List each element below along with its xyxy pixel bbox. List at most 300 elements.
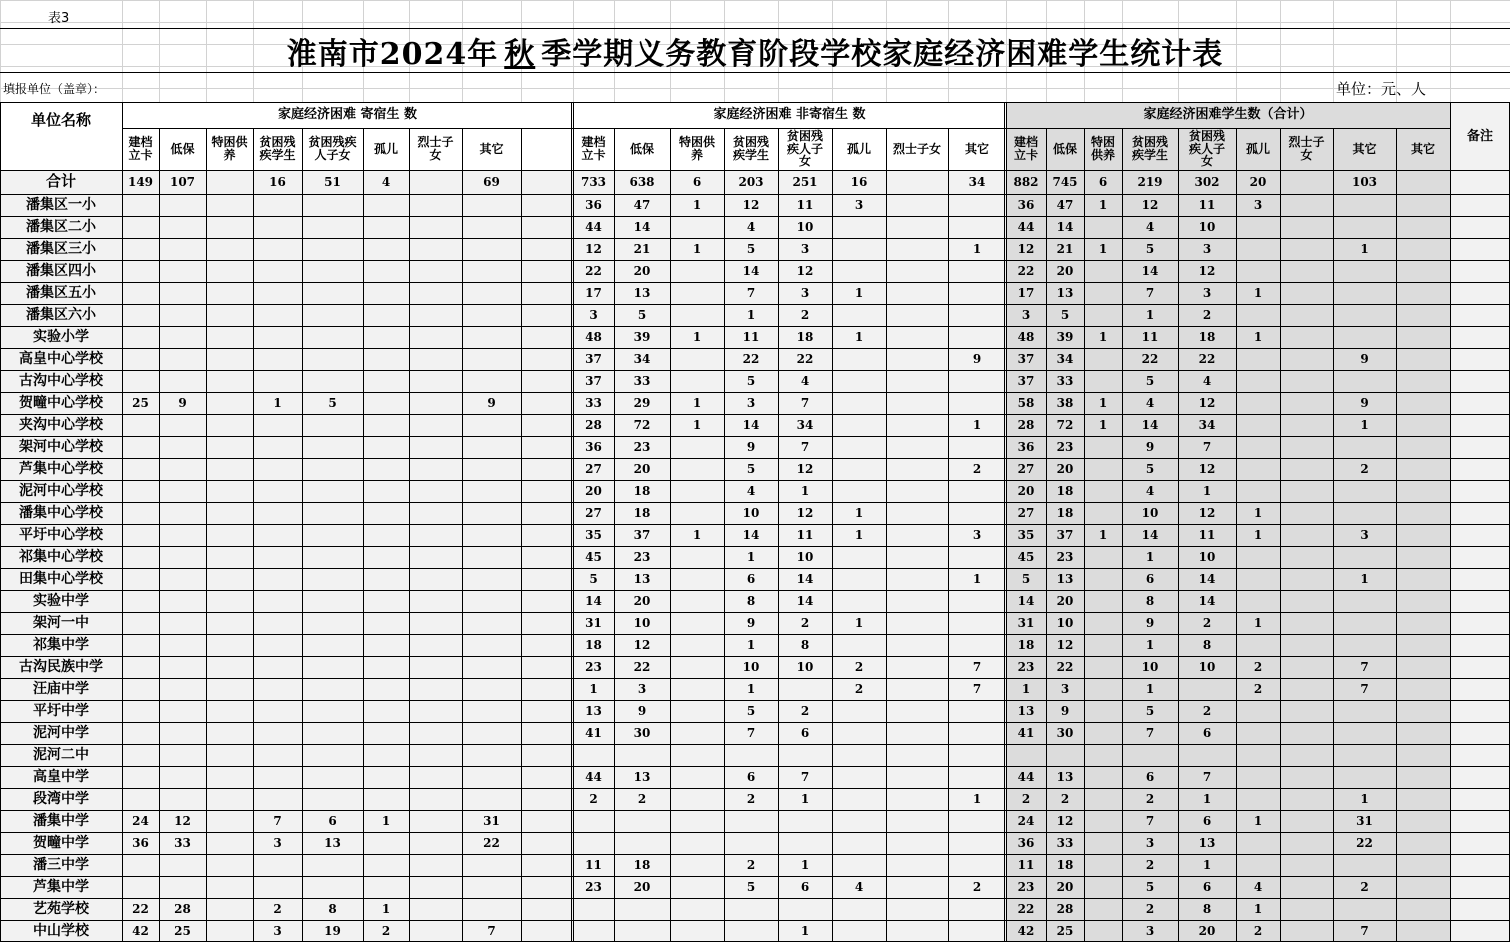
data-cell bbox=[302, 854, 363, 876]
unit-name-cell: 平圩中心学校 bbox=[19, 526, 103, 543]
column-header: 孤儿 bbox=[846, 141, 871, 156]
data-cell bbox=[302, 370, 363, 392]
data-cell: 18 bbox=[633, 483, 651, 498]
data-cell bbox=[1280, 170, 1333, 194]
data-cell bbox=[302, 656, 363, 678]
data-cell: 1 bbox=[1253, 329, 1263, 344]
data-cell bbox=[302, 348, 363, 370]
data-cell bbox=[206, 480, 253, 502]
data-cell: 1 bbox=[972, 417, 982, 432]
data-cell bbox=[1084, 304, 1122, 326]
data-cell bbox=[159, 656, 206, 678]
data-cell bbox=[1006, 744, 1046, 766]
data-cell bbox=[122, 480, 159, 502]
data-cell bbox=[1084, 656, 1122, 678]
data-cell bbox=[302, 744, 363, 766]
data-cell: 20 bbox=[1249, 174, 1267, 189]
data-cell bbox=[122, 744, 159, 766]
data-cell: 34 bbox=[1056, 351, 1074, 366]
data-cell: 44 bbox=[1017, 219, 1035, 234]
data-cell: 18 bbox=[633, 505, 651, 520]
data-cell: 41 bbox=[585, 725, 602, 740]
data-cell bbox=[1280, 458, 1333, 480]
data-cell: 7 bbox=[1145, 813, 1155, 828]
data-cell bbox=[302, 216, 363, 238]
data-cell: 25 bbox=[132, 395, 149, 410]
data-cell bbox=[886, 436, 948, 458]
data-cell: 4 bbox=[1145, 219, 1155, 234]
data-cell: 27 bbox=[1017, 505, 1035, 520]
data-cell: 302 bbox=[1194, 174, 1220, 189]
data-cell bbox=[462, 854, 521, 876]
data-cell bbox=[1280, 810, 1333, 832]
title-season: 秋 bbox=[504, 37, 536, 72]
data-cell bbox=[302, 282, 363, 304]
data-cell bbox=[832, 722, 886, 744]
data-cell bbox=[614, 832, 670, 854]
data-cell bbox=[886, 810, 948, 832]
column-header: 其它 bbox=[1352, 141, 1377, 156]
data-cell bbox=[363, 678, 409, 700]
data-cell bbox=[670, 216, 724, 238]
data-cell bbox=[409, 700, 462, 722]
data-cell: 22 bbox=[1356, 835, 1373, 850]
data-cell bbox=[253, 216, 302, 238]
data-cell bbox=[886, 876, 948, 898]
title-prefix: 淮南市2024年 bbox=[286, 37, 499, 72]
data-cell: 1 bbox=[1253, 813, 1263, 828]
data-cell bbox=[363, 722, 409, 744]
data-cell bbox=[832, 854, 886, 876]
data-cell bbox=[1280, 920, 1333, 942]
data-cell bbox=[409, 392, 462, 414]
data-cell bbox=[302, 612, 363, 634]
data-cell bbox=[159, 480, 206, 502]
data-cell bbox=[1333, 194, 1396, 216]
data-cell bbox=[1236, 348, 1280, 370]
gridline-h bbox=[0, 88, 1510, 89]
data-cell: 1 bbox=[1098, 329, 1108, 344]
data-cell bbox=[1280, 634, 1333, 656]
data-cell: 8 bbox=[1202, 637, 1212, 652]
data-cell bbox=[409, 656, 462, 678]
data-cell bbox=[1280, 524, 1333, 546]
data-cell bbox=[409, 480, 462, 502]
data-cell bbox=[302, 436, 363, 458]
data-cell bbox=[1280, 854, 1333, 876]
data-cell bbox=[159, 370, 206, 392]
data-cell bbox=[886, 568, 948, 590]
data-cell: 20 bbox=[1017, 483, 1035, 498]
data-cell bbox=[886, 766, 948, 788]
data-cell bbox=[363, 392, 409, 414]
data-cell bbox=[363, 436, 409, 458]
data-cell: 21 bbox=[1056, 241, 1074, 256]
data-cell bbox=[1280, 700, 1333, 722]
data-cell bbox=[1084, 722, 1122, 744]
data-cell bbox=[409, 304, 462, 326]
data-cell bbox=[1333, 370, 1396, 392]
data-cell bbox=[948, 370, 1006, 392]
column-header: 烈士子女 bbox=[892, 141, 941, 156]
data-cell bbox=[1236, 546, 1280, 568]
data-cell bbox=[206, 392, 253, 414]
data-cell bbox=[886, 458, 948, 480]
data-cell bbox=[253, 502, 302, 524]
data-cell bbox=[409, 546, 462, 568]
data-cell bbox=[1084, 260, 1122, 282]
data-cell: 22 bbox=[1056, 659, 1074, 674]
data-cell: 5 bbox=[1145, 703, 1155, 718]
data-cell bbox=[462, 656, 521, 678]
data-cell bbox=[409, 876, 462, 898]
data-cell bbox=[363, 634, 409, 656]
data-cell: 5 bbox=[1145, 879, 1155, 894]
data-cell: 36 bbox=[132, 835, 149, 850]
data-cell bbox=[363, 700, 409, 722]
data-cell: 1 bbox=[692, 417, 702, 432]
data-cell bbox=[614, 898, 670, 920]
data-cell: 9 bbox=[1060, 703, 1070, 718]
data-cell: 1 bbox=[589, 681, 598, 696]
unit-label: 单位：元、人 bbox=[1336, 80, 1427, 98]
data-cell bbox=[886, 348, 948, 370]
data-cell: 36 bbox=[1017, 835, 1035, 850]
data-cell bbox=[122, 634, 159, 656]
data-cell: 1 bbox=[854, 285, 864, 300]
data-cell: 25 bbox=[174, 923, 191, 938]
data-cell: 14 bbox=[1198, 571, 1216, 586]
data-cell bbox=[670, 348, 724, 370]
data-cell: 18 bbox=[796, 329, 814, 344]
data-cell: 13 bbox=[1198, 835, 1216, 850]
data-cell bbox=[724, 832, 778, 854]
data-cell bbox=[1280, 612, 1333, 634]
unit-name-cell: 潘集区六小 bbox=[26, 306, 96, 323]
data-cell: 11 bbox=[1198, 197, 1216, 212]
data-cell: 1 bbox=[692, 329, 702, 344]
data-cell bbox=[363, 458, 409, 480]
data-cell bbox=[122, 282, 159, 304]
nonboarding-group-header: 家庭经济困难 非寄宿生 数 bbox=[713, 107, 866, 123]
data-cell bbox=[948, 634, 1006, 656]
data-cell bbox=[206, 810, 253, 832]
data-cell bbox=[670, 568, 724, 590]
data-cell: 10 bbox=[633, 615, 651, 630]
data-cell bbox=[1333, 546, 1396, 568]
data-cell bbox=[206, 194, 253, 216]
data-cell bbox=[159, 766, 206, 788]
data-cell: 12 bbox=[174, 813, 191, 828]
data-cell: 1 bbox=[972, 241, 982, 256]
data-cell bbox=[886, 260, 948, 282]
data-cell bbox=[253, 568, 302, 590]
data-cell bbox=[206, 722, 253, 744]
unit-name-cell: 夹沟中心学校 bbox=[19, 416, 103, 433]
data-cell bbox=[363, 524, 409, 546]
data-cell bbox=[363, 414, 409, 436]
data-cell: 13 bbox=[324, 835, 341, 850]
data-cell bbox=[159, 788, 206, 810]
data-cell bbox=[778, 678, 832, 700]
data-cell bbox=[670, 788, 724, 810]
boarding-group-header: 家庭经济困难 寄宿生 数 bbox=[277, 107, 418, 123]
data-cell bbox=[1084, 348, 1122, 370]
data-cell bbox=[670, 370, 724, 392]
data-cell: 5 bbox=[1145, 241, 1155, 256]
data-cell: 6 bbox=[328, 813, 337, 828]
data-cell bbox=[1280, 678, 1333, 700]
data-cell bbox=[253, 480, 302, 502]
data-cell bbox=[302, 260, 363, 282]
data-cell bbox=[948, 326, 1006, 348]
data-cell: 1 bbox=[1360, 571, 1369, 586]
data-cell bbox=[122, 766, 159, 788]
data-cell bbox=[1280, 238, 1333, 260]
data-cell: 9 bbox=[1145, 615, 1155, 630]
data-cell bbox=[302, 458, 363, 480]
data-cell: 103 bbox=[1351, 174, 1378, 189]
data-cell: 2 bbox=[1202, 307, 1212, 322]
data-cell: 8 bbox=[328, 901, 337, 916]
data-cell bbox=[886, 678, 948, 700]
data-cell: 1 bbox=[854, 527, 864, 542]
data-cell bbox=[159, 502, 206, 524]
data-cell: 2 bbox=[800, 703, 810, 718]
data-cell bbox=[886, 524, 948, 546]
data-cell bbox=[253, 238, 302, 260]
data-cell bbox=[363, 788, 409, 810]
data-cell: 45 bbox=[585, 549, 602, 564]
column-header: 烈士子 女 bbox=[1288, 135, 1325, 162]
data-cell: 745 bbox=[1052, 174, 1078, 189]
remarks-header: 备注 bbox=[1466, 129, 1493, 145]
data-cell bbox=[948, 612, 1006, 634]
data-cell bbox=[363, 854, 409, 876]
data-cell bbox=[206, 216, 253, 238]
data-cell: 12 bbox=[1198, 505, 1216, 520]
data-cell: 44 bbox=[585, 219, 602, 234]
data-cell: 12 bbox=[1056, 637, 1074, 652]
data-cell bbox=[1236, 700, 1280, 722]
data-cell bbox=[886, 414, 948, 436]
data-cell: 3 bbox=[1060, 681, 1070, 696]
data-cell bbox=[409, 810, 462, 832]
data-cell bbox=[1280, 744, 1333, 766]
data-cell bbox=[253, 854, 302, 876]
data-cell: 27 bbox=[585, 461, 602, 476]
data-cell: 6 bbox=[1098, 174, 1108, 189]
data-cell: 11 bbox=[742, 329, 760, 344]
data-cell bbox=[886, 304, 948, 326]
data-cell bbox=[122, 678, 159, 700]
data-cell: 8 bbox=[800, 637, 810, 652]
data-cell: 2 bbox=[589, 791, 598, 806]
data-cell: 42 bbox=[1017, 923, 1035, 938]
data-cell bbox=[159, 304, 206, 326]
data-cell: 14 bbox=[1198, 593, 1216, 608]
data-cell: 31 bbox=[1356, 813, 1373, 828]
data-cell: 22 bbox=[1017, 901, 1035, 916]
data-cell bbox=[253, 744, 302, 766]
data-cell: 5 bbox=[746, 879, 756, 894]
data-cell: 14 bbox=[742, 527, 760, 542]
data-cell: 7 bbox=[746, 285, 756, 300]
unit-name-cell: 芦集中心学校 bbox=[19, 460, 103, 477]
data-cell: 7 bbox=[1360, 681, 1369, 696]
data-cell: 31 bbox=[1017, 615, 1035, 630]
data-cell bbox=[206, 612, 253, 634]
data-cell bbox=[1236, 722, 1280, 744]
unit-name-cell: 古沟民族中学 bbox=[19, 658, 103, 675]
data-cell bbox=[206, 326, 253, 348]
data-cell: 20 bbox=[1056, 879, 1074, 894]
data-cell bbox=[206, 678, 253, 700]
data-cell bbox=[1280, 216, 1333, 238]
data-cell: 37 bbox=[1017, 373, 1035, 388]
unit-name-cell: 泥河中学 bbox=[33, 724, 89, 741]
data-cell: 1 bbox=[1253, 615, 1263, 630]
data-cell bbox=[206, 458, 253, 480]
data-cell bbox=[462, 524, 521, 546]
data-cell: 12 bbox=[796, 263, 814, 278]
data-cell: 13 bbox=[633, 769, 651, 784]
data-cell: 37 bbox=[585, 373, 602, 388]
data-cell: 1 bbox=[1202, 791, 1212, 806]
data-cell: 3 bbox=[1021, 307, 1031, 322]
data-cell: 11 bbox=[1198, 527, 1216, 542]
data-cell bbox=[1280, 282, 1333, 304]
data-cell: 1 bbox=[692, 395, 702, 410]
data-cell bbox=[159, 634, 206, 656]
data-cell bbox=[1333, 722, 1396, 744]
data-cell: 10 bbox=[1056, 615, 1074, 630]
data-cell: 3 bbox=[637, 681, 647, 696]
data-cell bbox=[409, 458, 462, 480]
data-cell bbox=[302, 502, 363, 524]
data-cell: 31 bbox=[585, 615, 602, 630]
column-header: 烈士子 女 bbox=[417, 135, 454, 162]
data-cell bbox=[1333, 304, 1396, 326]
data-cell bbox=[122, 304, 159, 326]
data-cell bbox=[1280, 788, 1333, 810]
data-cell bbox=[122, 216, 159, 238]
data-cell bbox=[302, 722, 363, 744]
data-cell: 3 bbox=[1145, 923, 1155, 938]
data-cell bbox=[670, 612, 724, 634]
data-cell bbox=[159, 216, 206, 238]
data-cell: 23 bbox=[1017, 879, 1035, 894]
data-cell bbox=[409, 436, 462, 458]
data-cell bbox=[1333, 326, 1396, 348]
data-cell: 1 bbox=[972, 571, 982, 586]
data-cell bbox=[1236, 304, 1280, 326]
data-cell bbox=[159, 436, 206, 458]
data-cell bbox=[1236, 590, 1280, 612]
data-cell bbox=[253, 612, 302, 634]
data-cell bbox=[886, 634, 948, 656]
data-cell bbox=[1084, 568, 1122, 590]
data-cell bbox=[948, 436, 1006, 458]
data-cell: 5 bbox=[637, 307, 647, 322]
data-cell bbox=[409, 326, 462, 348]
data-cell: 1 bbox=[746, 549, 756, 564]
data-cell bbox=[462, 480, 521, 502]
data-cell bbox=[363, 238, 409, 260]
data-cell: 11 bbox=[585, 857, 602, 872]
data-cell bbox=[1236, 854, 1280, 876]
data-cell bbox=[832, 766, 886, 788]
data-cell: 1 bbox=[692, 241, 702, 256]
data-cell bbox=[1084, 700, 1122, 722]
data-cell: 1 bbox=[1145, 307, 1155, 322]
data-cell bbox=[409, 194, 462, 216]
data-cell bbox=[302, 480, 363, 502]
data-cell bbox=[832, 348, 886, 370]
data-cell bbox=[253, 700, 302, 722]
data-cell: 20 bbox=[633, 461, 651, 476]
data-cell: 2 bbox=[1060, 791, 1070, 806]
data-cell bbox=[206, 414, 253, 436]
data-cell: 7 bbox=[1145, 285, 1155, 300]
data-cell: 22 bbox=[132, 901, 149, 916]
data-cell: 28 bbox=[585, 417, 602, 432]
data-cell: 6 bbox=[746, 571, 756, 586]
data-cell bbox=[670, 260, 724, 282]
data-cell bbox=[724, 920, 778, 942]
data-cell: 9 bbox=[178, 395, 187, 410]
data-cell bbox=[206, 590, 253, 612]
data-cell: 2 bbox=[1202, 615, 1212, 630]
data-cell bbox=[886, 612, 948, 634]
data-cell bbox=[1333, 436, 1396, 458]
data-cell bbox=[409, 260, 462, 282]
data-cell bbox=[1280, 656, 1333, 678]
unit-name-cell: 潘集中心学校 bbox=[19, 504, 103, 521]
data-cell: 4 bbox=[1202, 373, 1212, 388]
data-cell: 11 bbox=[796, 197, 814, 212]
data-cell: 1 bbox=[746, 637, 756, 652]
data-cell: 14 bbox=[796, 593, 814, 608]
data-cell: 12 bbox=[585, 241, 602, 256]
data-cell bbox=[253, 282, 302, 304]
data-cell bbox=[159, 700, 206, 722]
data-cell bbox=[363, 590, 409, 612]
unit-name-cell: 艺苑学校 bbox=[33, 900, 89, 917]
data-cell: 3 bbox=[589, 307, 598, 322]
data-cell: 9 bbox=[746, 615, 756, 630]
data-cell bbox=[1084, 458, 1122, 480]
data-cell: 10 bbox=[1198, 659, 1216, 674]
column-header: 低保 bbox=[170, 141, 195, 156]
data-cell: 1 bbox=[800, 857, 810, 872]
data-cell bbox=[409, 524, 462, 546]
data-cell: 18 bbox=[1198, 329, 1216, 344]
data-cell: 1 bbox=[1202, 483, 1212, 498]
data-cell bbox=[670, 304, 724, 326]
data-cell bbox=[573, 898, 614, 920]
column-header: 低保 bbox=[629, 141, 654, 156]
data-cell bbox=[832, 920, 886, 942]
data-cell bbox=[462, 722, 521, 744]
data-cell: 4 bbox=[381, 174, 391, 189]
data-cell bbox=[253, 590, 302, 612]
data-cell: 1 bbox=[1098, 395, 1108, 410]
data-cell bbox=[462, 304, 521, 326]
data-cell: 28 bbox=[1056, 901, 1074, 916]
data-cell bbox=[948, 590, 1006, 612]
column-header: 贫困残 疾学生 bbox=[259, 135, 296, 162]
